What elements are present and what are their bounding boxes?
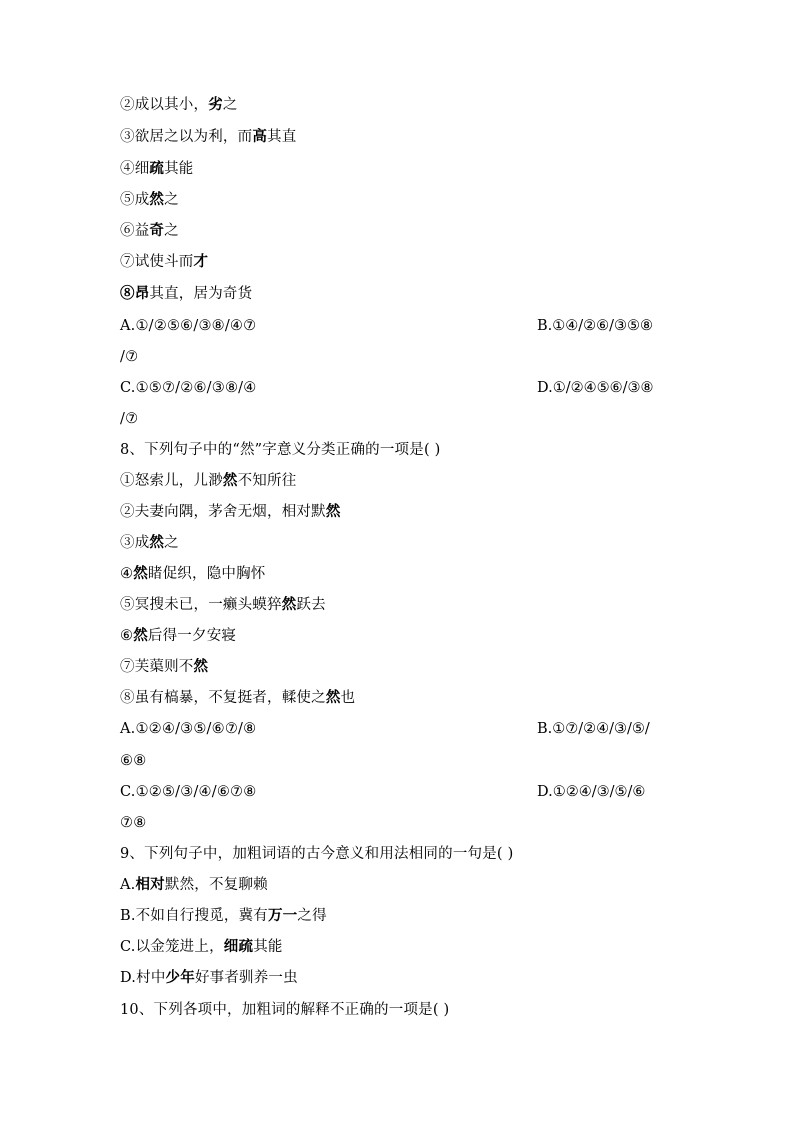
- q7-item-6: ⑥益奇之: [120, 222, 179, 239]
- q8-option-b: B.①⑦/②④/③/⑤/: [537, 721, 650, 737]
- q7-item-2: ②成以其小，劣之: [120, 96, 238, 113]
- q8-option-c: C.①②⑤/③/④/⑥⑦⑧: [120, 784, 257, 800]
- q7-option-a: A.①/②⑤⑥/③⑧/④⑦: [120, 318, 257, 334]
- q7-item-8: ⑧昂其直，居为奇货: [120, 285, 253, 302]
- q8-option-b-cont: ⑥⑧: [120, 753, 147, 769]
- q7-option-b: B.①④/②⑥/③⑤⑧: [537, 318, 654, 334]
- q7-option-d: D.①/②④⑤⑥/③⑧: [537, 380, 654, 396]
- q8-item-6: ⑥然后得一夕安寝: [120, 627, 237, 644]
- q10-stem: 10、下列各项中，加粗词的解释不正确的一项是( ): [120, 1002, 450, 1018]
- q7-option-d-cont: /⑦: [120, 411, 139, 427]
- q8-option-d-cont: ⑦⑧: [120, 815, 147, 831]
- q8-item-3: ③成然之: [120, 534, 179, 551]
- q8-item-7: ⑦芙蕖则不然: [120, 658, 209, 675]
- q7-item-7: ⑦试使斗而才: [120, 253, 209, 270]
- q8-item-8: ⑧虽有槁暴，不复挺者，輮使之然也: [120, 689, 356, 706]
- q8-item-1: ①怒索儿，儿渺然不知所往: [120, 472, 297, 489]
- q9-option-a: A.相对默然，不复聊赖: [120, 876, 268, 893]
- q8-option-a: A.①②④/③⑤/⑥⑦/⑧: [120, 721, 257, 737]
- q7-option-b-cont: /⑦: [120, 349, 139, 365]
- q7-item-4: ④细疏其能: [120, 160, 194, 177]
- q7-option-c: C.①⑤⑦/②⑥/③⑧/④: [120, 380, 257, 396]
- q7-item-5: ⑤成然之: [120, 191, 179, 208]
- q7-item-3: ③欲居之以为利，而高其直: [120, 128, 297, 145]
- q8-item-2: ②夫妻向隅，茅舍无烟，相对默然: [120, 503, 341, 520]
- q8-option-d: D.①②④/③/⑤/⑥: [537, 784, 646, 800]
- q9-stem: 9、下列句子中，加粗词语的古今意义和用法相同的一句是( ): [120, 846, 514, 862]
- q8-item-4: ④然睹促织，隐中胸怀: [120, 565, 266, 582]
- q9-option-d: D.村中少年好事者驯养一虫: [120, 969, 298, 986]
- q9-option-b: B.不如自行搜觅，冀有万一之得: [120, 907, 327, 924]
- q8-item-5: ⑤冥搜未已，一癞头蟆猝然跃去: [120, 596, 326, 613]
- q8-stem: 8、下列句子中的“然”字意义分类正确的一项是( ): [120, 442, 441, 458]
- q9-option-c: C.以金笼进上，细疏其能: [120, 938, 283, 955]
